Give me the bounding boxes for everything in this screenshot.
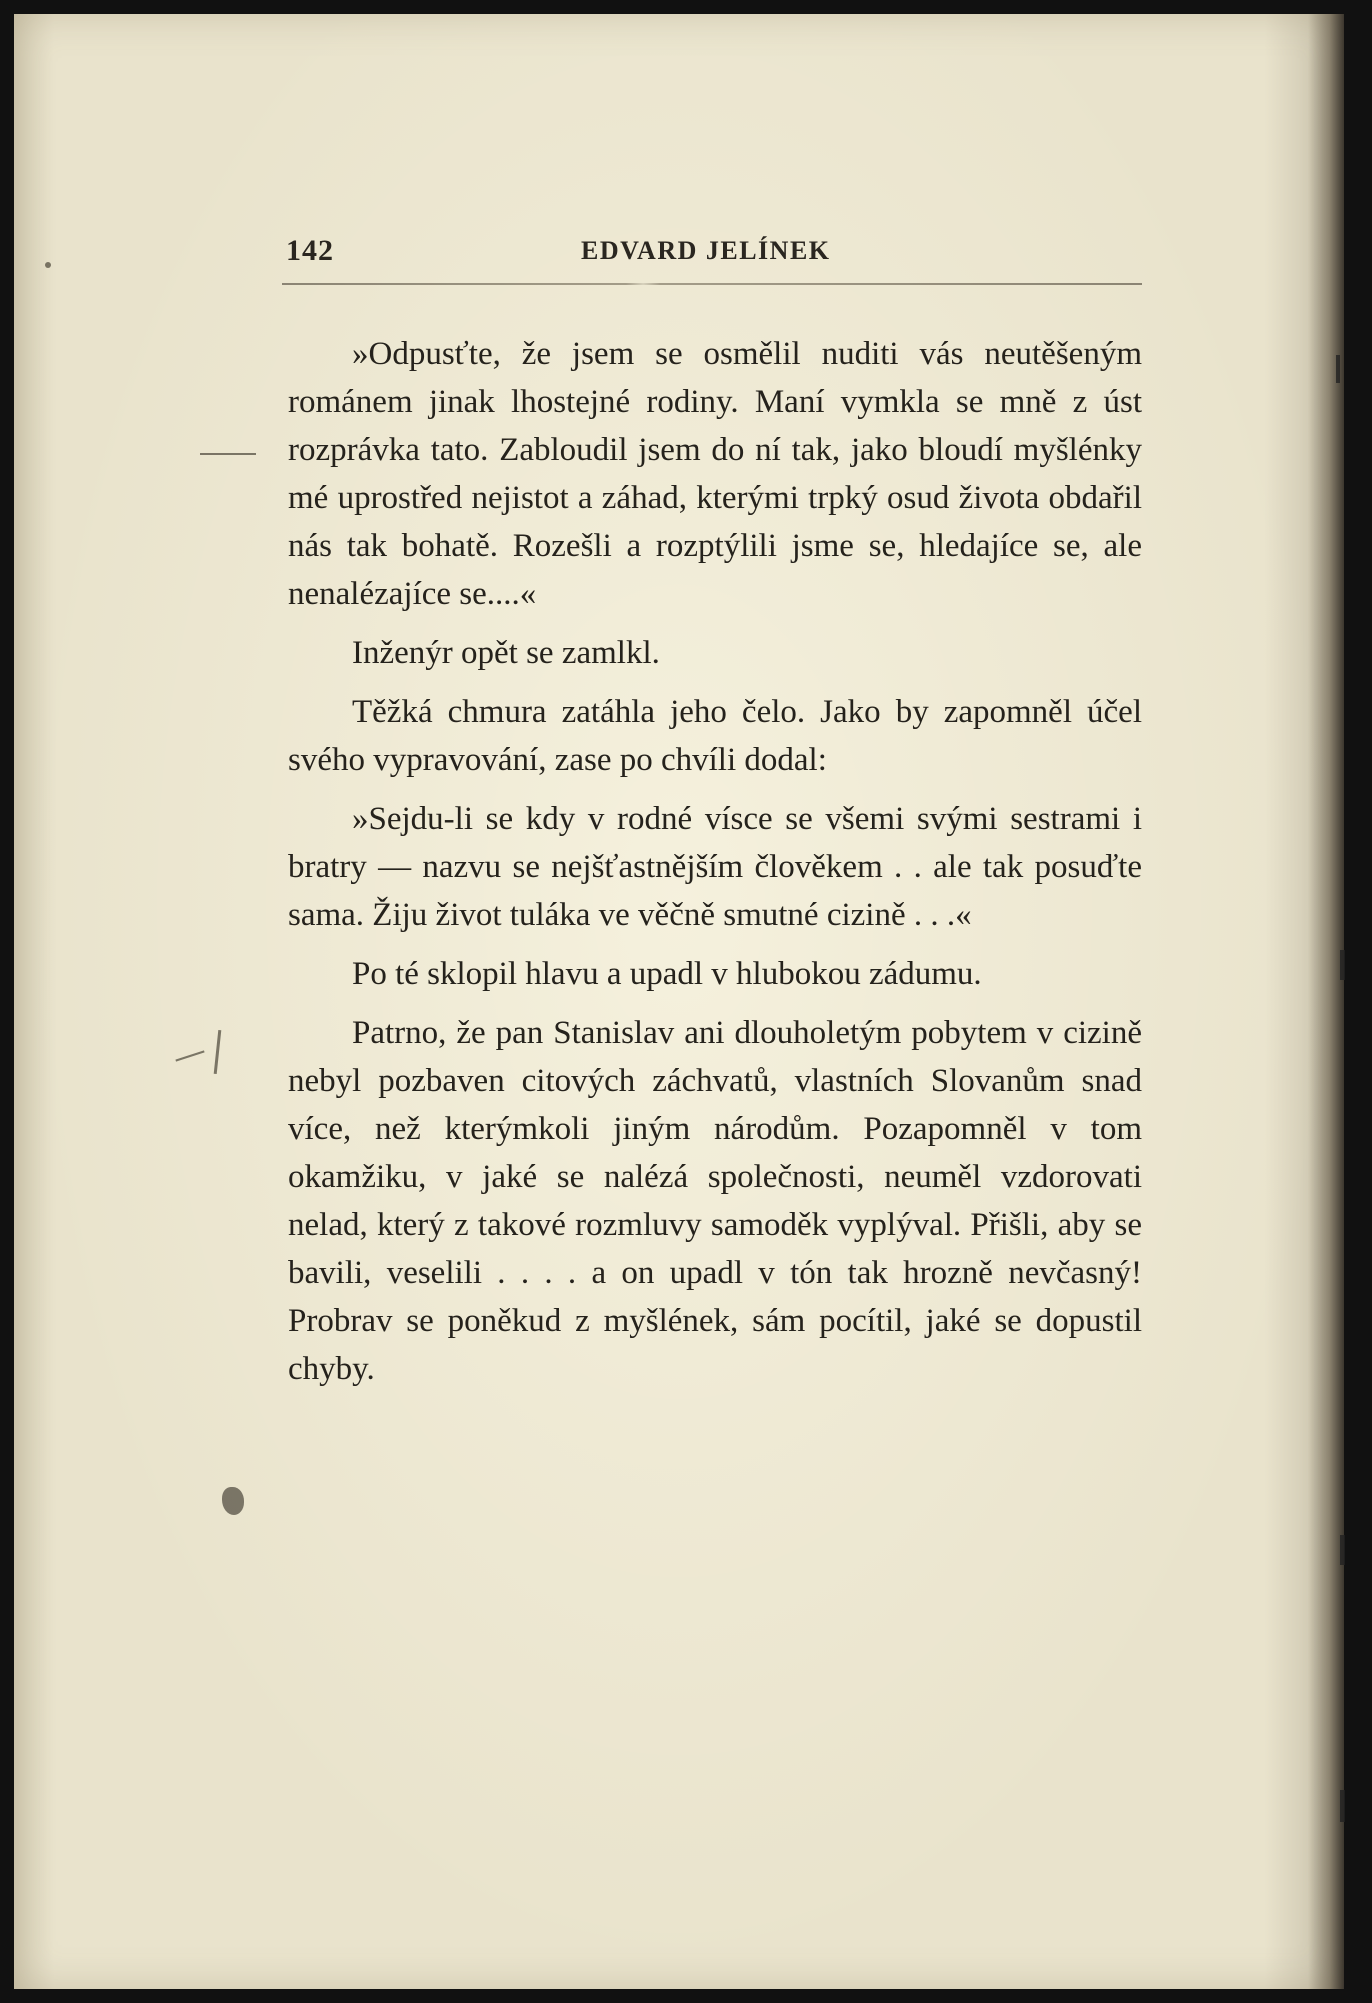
- paragraph: »Sejdu-li se kdy v rodné vísce se všemi svými sestrami i bratry — nazvu se nejšťastnějším člověkem . . ale tak posuďte sama. Žiju život tuláka ve věčně smutné cizině . . .«: [288, 801, 1142, 933]
- edge-binding-mark: [1340, 950, 1345, 980]
- page-gutter-shadow: [1308, 14, 1344, 1989]
- header-rule: [282, 283, 1142, 285]
- page-number: 142: [286, 234, 334, 267]
- edge-binding-mark: [1336, 355, 1340, 383]
- margin-ink-dot: [45, 262, 51, 268]
- margin-ink-blot: [222, 1487, 244, 1515]
- page-header: [270, 226, 1140, 276]
- margin-pencil-dash: [200, 453, 256, 455]
- paragraph: »Odpusťte, že jsem se osmělil nuditi vás neutěšeným románem jinak lhostejné rodiny. Maní vymkla se mně z úst rozprávka tato. Zabloudil jsem do ní tak, jako bloudí myšlénky mé uprostřed nejistot a záhad, kterými trpký osud života obdařil nás tak bohatě. Rozešli a rozptýlili jsme se, hledajíce se, ale nenalézajíce se....«: [288, 336, 1142, 612]
- paragraph: Po té sklopil hlavu a upadl v hlubokou zádumu.: [352, 956, 982, 992]
- running-head-author: EDVARD JELÍNEK: [581, 236, 831, 265]
- edge-binding-mark: [1340, 1790, 1345, 1822]
- paragraph: Těžká chmura zatáhla jeho čelo. Jako by zapomněl účel svého vypravování, zase po chvíli dodal:: [288, 694, 1142, 778]
- paragraph: Inženýr opět se zamlkl.: [352, 635, 660, 671]
- edge-binding-mark: [1340, 1535, 1345, 1565]
- paragraph: Patrno, že pan Stanislav ani dlouholetým pobytem v cizině nebyl pozbaven citových záchvatů, vlastních Slovanům snad více, než kterýmkoli jiným národům. Pozapomněl v tom okamžiku, v jaké se nalézá společnosti, neuměl vzdorovati nelad, který z takové rozmluvy samoděk vyplýval. Přišli, aby se bavili, veselili . . . . a on upadl v tón tak hrozně nevčasný! Probrav se poněkud z myšlének, sám pocítil, jaké se dopustil chyby.: [288, 1015, 1142, 1387]
- body-text: [288, 330, 1142, 1404]
